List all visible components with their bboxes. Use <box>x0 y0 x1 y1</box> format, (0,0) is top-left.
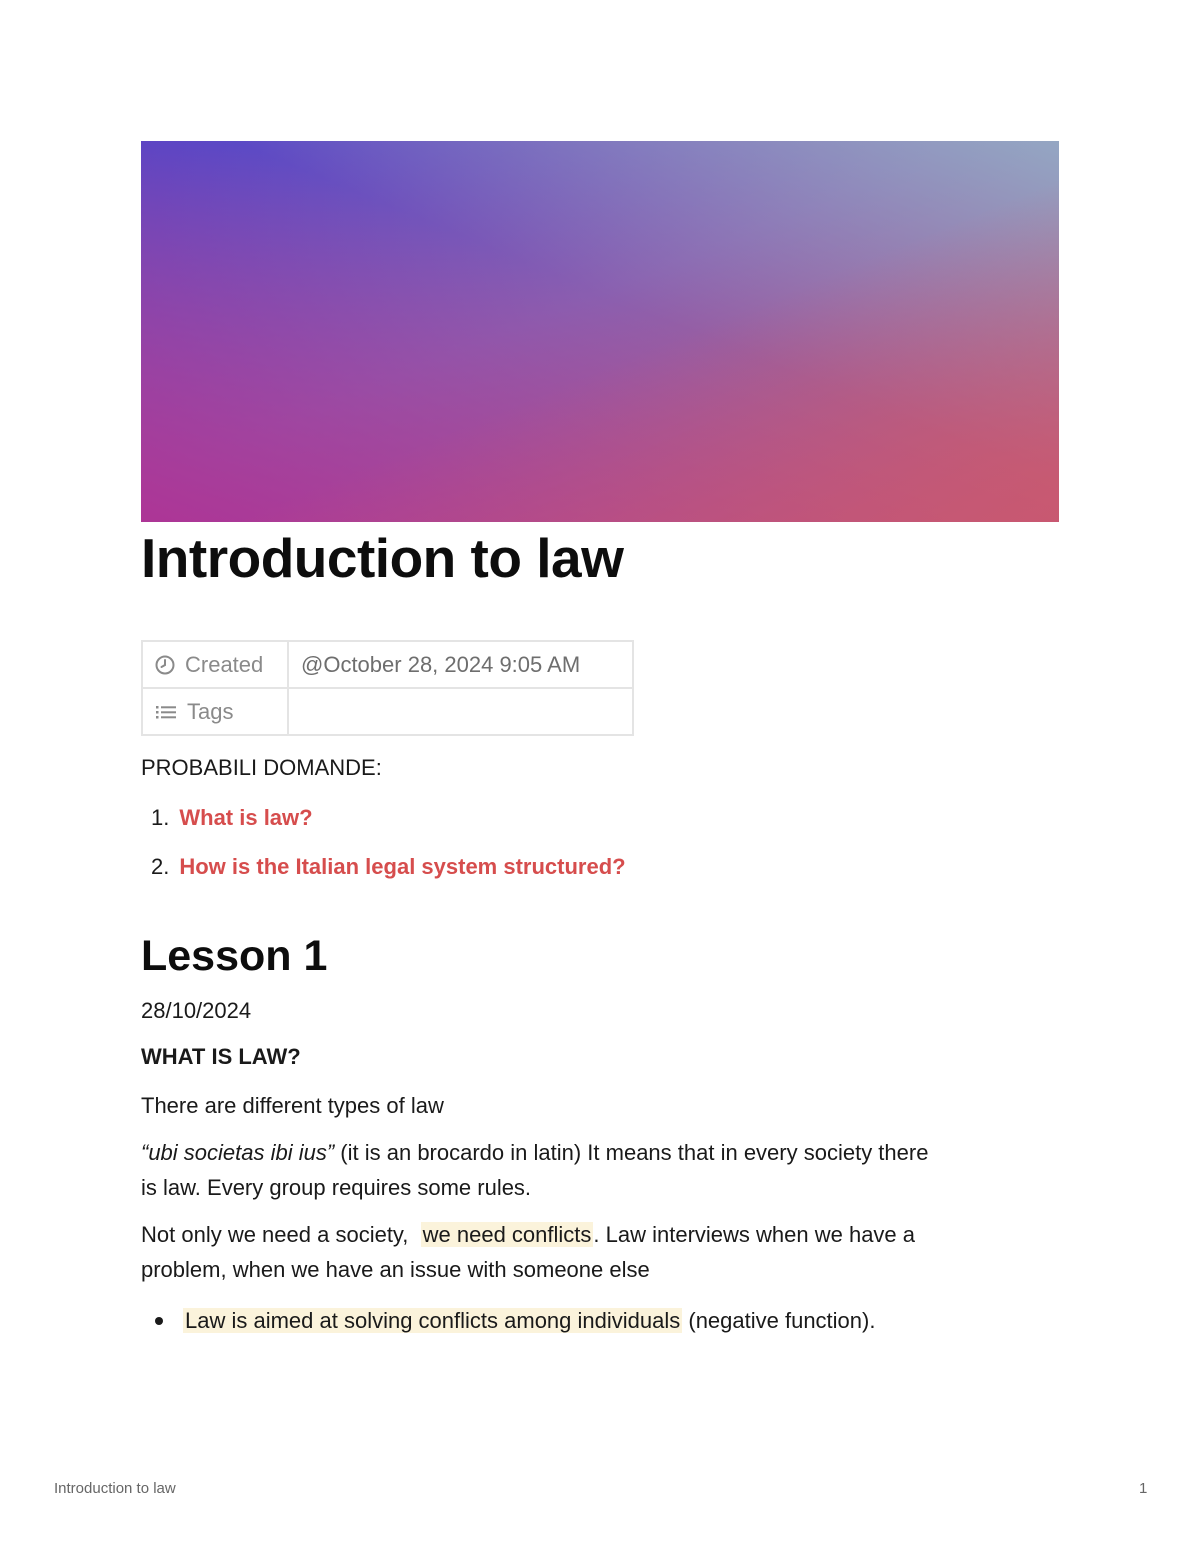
property-row-tags <box>142 688 633 735</box>
list-item <box>151 851 626 883</box>
property-value-created[interactable]: @October 28, 2024 9:05 AM <box>288 641 633 688</box>
text-span: Not only we need a society, <box>141 1222 421 1247</box>
question-text: How is the Italian legal system structured? <box>179 854 626 879</box>
list-number: 1. <box>151 805 170 830</box>
property-row-created <box>142 641 633 688</box>
lesson-subheading: WHAT IS LAW? <box>141 1044 301 1069</box>
latin-quote: “ubi societas ibi ius” <box>141 1140 335 1165</box>
text-span: (it is an brocardo in latin) It means that in every society there <box>334 1140 929 1165</box>
text-span: is law. Every group requires some rules. <box>141 1175 532 1200</box>
paragraph <box>141 1135 1061 1205</box>
highlight: we need conflicts <box>422 1222 592 1247</box>
property-label: Tags <box>187 698 234 724</box>
questions-heading: PROBABILI DOMANDE: <box>141 755 382 780</box>
text-span: . Law interviews when we have a <box>593 1222 916 1247</box>
text-span: problem, when we have an issue with someone else <box>141 1257 650 1282</box>
list-number: 2. <box>151 854 170 879</box>
lesson-date: 28/10/2024 <box>141 998 252 1023</box>
property-value-tags[interactable] <box>288 688 633 735</box>
paragraph <box>141 1217 1061 1287</box>
cover-gradient-layer-2 <box>141 141 1059 522</box>
bullet-item <box>155 1305 875 1337</box>
list-item <box>151 802 313 834</box>
section-heading: Lesson 1 <box>141 932 328 980</box>
clock-icon <box>155 655 175 675</box>
text-span: (negative function). <box>682 1308 876 1333</box>
property-key-created <box>142 641 288 688</box>
question-text: What is law? <box>179 805 313 830</box>
list-icon <box>155 702 177 722</box>
page-title: Introduction to law <box>141 527 624 589</box>
property-label: Created <box>185 651 264 677</box>
cover-image <box>141 141 1059 522</box>
property-key-tags <box>142 688 288 735</box>
properties-table <box>141 640 634 736</box>
page-number: 1 <box>1139 1480 1148 1497</box>
highlight: Law is aimed at solving conflicts among individuals <box>185 1308 681 1333</box>
bullet-dot-icon <box>155 1317 163 1325</box>
footer-title: Introduction to law <box>54 1480 176 1497</box>
paragraph: There are different types of law <box>141 1093 444 1118</box>
